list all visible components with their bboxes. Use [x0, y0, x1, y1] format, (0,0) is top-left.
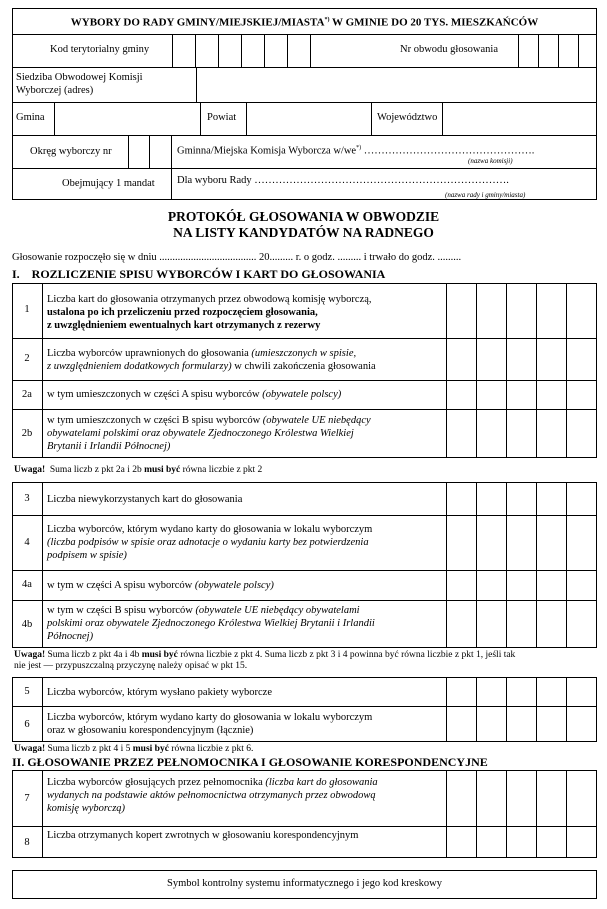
row-2a-number: 2a: [22, 389, 32, 400]
row-6-input[interactable]: [447, 707, 596, 741]
okreg-label: Okręg wyborczy nr: [30, 146, 112, 157]
row-2-number: 2: [24, 353, 30, 364]
row-5-number: 5: [24, 686, 30, 697]
row-4-input[interactable]: [447, 516, 596, 570]
siedziba-label-2: Wyborczej (adres): [16, 85, 94, 96]
row-2b-number: 2b: [21, 428, 33, 439]
nr-obwodu-field[interactable]: [518, 34, 597, 67]
row-1-label: Liczba kart do głosowania otrzymanych przez obwodową komisję wyborczą, ustalona po ich przeliczeniu przed rozpoczęciem głosowania, z uwzględnieniem ewentualnych kart otrzymanych z rezerwy: [47, 294, 372, 331]
protocol-title-1: PROTOKÓŁ GŁOSOWANIA W OBWODZIE: [167, 209, 440, 224]
komisja-hint: (nazwa komisji): [468, 157, 513, 165]
protocol-title-2: NA LISTY KANDYDATÓW NA RADNEGO: [173, 225, 434, 240]
row-8-number: 8: [24, 837, 30, 848]
row-2a-label: w tym umieszczonych w części A spisu wyborców (obywatele polscy): [47, 389, 342, 400]
rada-label[interactable]: Dla wyboru Rady ……………………………………………………………….: [177, 175, 509, 186]
row-2-label: Liczba wyborców uprawnionych do głosowania (umieszczonych w spisie, z uwzględnieniem dodatkowych formularzy) w chwili zakończenia głosowania: [47, 348, 376, 372]
kod-label: Kod terytorialny gminy: [50, 44, 150, 55]
rada-hint: (nazwa rady i gminy/miasta): [445, 191, 526, 199]
gmina-field[interactable]: [55, 103, 200, 134]
row-1-number: 1: [24, 304, 30, 315]
form-title: WYBORY DO RADY GMINY/MIEJSKIEJ/MIASTA*) W GMINIE DO 20 TYS. MIESZKAŃCÓW: [70, 16, 539, 29]
row-6-label: Liczba wyborców, którym wydano karty do głosowania w lokalu wyborczym oraz w głosowaniu korespondencyjnym (łącznie): [47, 712, 373, 736]
row-7-label: Liczba wyborców głosujących przez pełnomocnika (liczba kart do głosowania wydanych na podstawie aktów pełnomocnictwa otrzymanych przez obwodową komisję wyborczą): [47, 777, 378, 814]
siedziba-label-1: Siedziba Obwodowej Komisji: [16, 72, 143, 83]
row-8-input[interactable]: [447, 827, 596, 857]
powiat-field[interactable]: [247, 103, 371, 134]
row-2b-label: w tym umieszczonych w części B spisu wyborców (obywatele UE niebędący obywatelami polskimi oraz obywatele Zjednoczonego Królestwa Wielkiej Brytanii i Irlandii Północnej): [47, 415, 371, 452]
row-4-label: Liczba wyborców, którym wydano karty do głosowania w lokalu wyborczym (liczba podpisów w spisie oraz adnotacje o wydaniu karty bez potwierdzenia podpisem w spisie): [47, 524, 373, 561]
row-4a-number: 4a: [22, 579, 32, 590]
row-3-number: 3: [24, 493, 30, 504]
row-4a-label: w tym w części A spisu wyborców (obywatele polscy): [47, 580, 274, 591]
powiat-label: Powiat: [207, 112, 237, 123]
kod-field[interactable]: [172, 34, 322, 67]
row-7-input[interactable]: [447, 771, 596, 826]
voting-time-line[interactable]: Głosowanie rozpoczęło się w dniu ..................................... 20......... r. o godz. ......... i trwało do godz. .........: [12, 252, 462, 263]
nr-obwodu-label: Nr obwodu głosowania: [400, 44, 498, 55]
gmina-label: Gmina: [16, 112, 45, 123]
row-4-number: 4: [24, 537, 30, 548]
wojewodztwo-label: Województwo: [377, 112, 438, 123]
row-3-label: Liczba niewykorzystanych kart do głosowania: [47, 494, 243, 505]
row-5-label: Liczba wyborców, którym wysłano pakiety wyborcze: [47, 687, 272, 698]
row-6-number: 6: [24, 719, 30, 730]
row-2a-input[interactable]: [447, 381, 596, 409]
wojewodztwo-field[interactable]: [443, 103, 596, 134]
okreg-field[interactable]: [128, 135, 171, 168]
section1-title: I. ROZLICZENIE SPISU WYBORCÓW I KART DO GŁOSOWANIA: [12, 267, 386, 281]
row-1-input[interactable]: [447, 284, 596, 338]
siedziba-field[interactable]: [197, 68, 596, 101]
row-4b-input[interactable]: [447, 601, 596, 647]
mandat-label: Obejmujący 1 mandat: [62, 178, 155, 189]
section2-title: II. GŁOSOWANIE PRZEZ PEŁNOMOCNIKA I GŁOSOWANIE KORESPONDENCYJNE: [12, 755, 488, 769]
row-2-input[interactable]: [447, 339, 596, 380]
komisja-label: Gminna/Miejska Komisja Wyborcza w/we*) ………………………………………….: [177, 145, 535, 157]
row-5-input[interactable]: [447, 678, 596, 706]
uwaga-3: Uwaga! Suma liczb z pkt 4 i 5 musi być równa liczbie z pkt 6.: [14, 744, 254, 754]
row-4b-number: 4b: [21, 619, 33, 630]
row-8-label: Liczba otrzymanych kopert zwrotnych w głosowaniu korespondencyjnym: [47, 830, 359, 841]
row-4b-label: w tym w części B spisu wyborców (obywatele UE niebędący obywatelami polskimi oraz obywatele Zjednoczonego Królestwa Wielkiej Brytanii i Irlandii Północnej): [47, 605, 375, 642]
row-7-number: 7: [24, 793, 30, 804]
row-3-input[interactable]: [447, 483, 596, 515]
uwaga-2: Uwaga! Suma liczb z pkt 4a i 4b musi być równa liczbie z pkt 4. Suma liczb z pkt 3 i 4 powinna być równa liczbie z pkt 1, jeśli tak nie jest — przypuszczalną przyczynę należy opisać w pkt 15.: [14, 650, 516, 671]
uwaga-1: Uwaga! Suma liczb z pkt 2a i 2b musi być równa liczbie z pkt 2: [14, 465, 263, 475]
row-4a-input[interactable]: [447, 571, 596, 600]
komisja-field[interactable]: ………………………………………….: [361, 145, 535, 157]
barcode-label: Symbol kontrolny systemu informatycznego i jego kod kreskowy: [166, 878, 442, 889]
row-2b-input[interactable]: [447, 410, 596, 457]
